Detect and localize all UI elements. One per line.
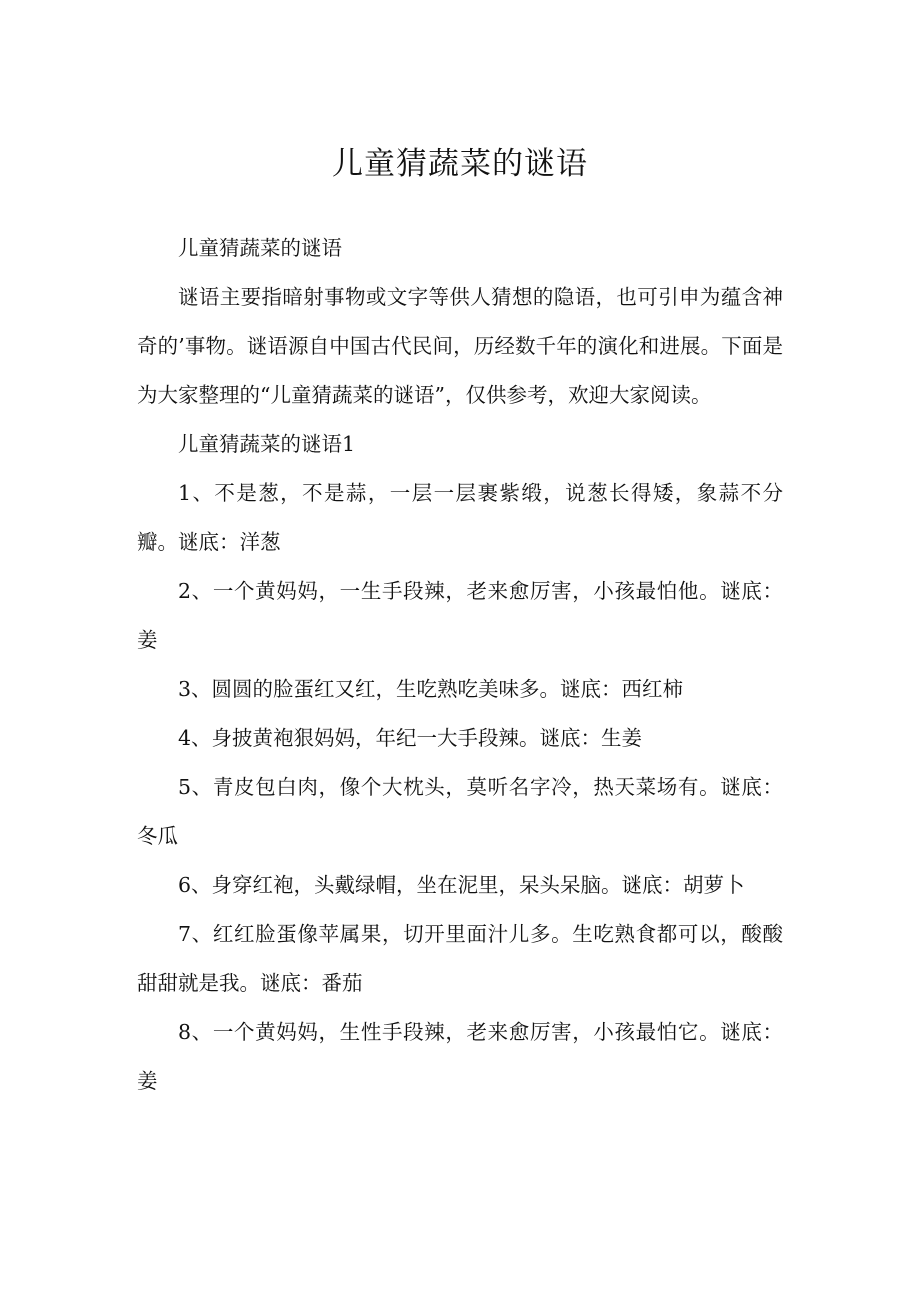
- document-body: [137, 224, 783, 1106]
- document-title: 儿童猜蔬菜的谜语: [332, 146, 588, 182]
- riddle-item: 4、身披黄袍狠妈妈，年纪一大手段辣。谜底：生姜: [178, 726, 643, 750]
- riddle-item: 6、身穿红袍，头戴绿帽，坐在泥里，呆头呆脑。谜底：胡萝卜: [178, 873, 745, 897]
- riddle-item: 5、青皮包白肉，像个大枕头，莫听名字冷，热天菜场有。谜底：冬瓜: [137, 775, 783, 848]
- subtitle-paragraph: 儿童猜蔬菜的谜语: [178, 236, 342, 260]
- riddle-item: 2、一个黄妈妈，一生手段辣，老来愈厉害，小孩最怕他。谜底：姜: [137, 579, 783, 652]
- section-heading: 儿童猜蔬菜的谜语1: [178, 432, 356, 456]
- riddle-item: 1、不是葱，不是蒜，一层一层裹紫缎，说葱长得矮，象蒜不分瓣。谜底：洋葱: [137, 481, 783, 554]
- riddle-item: 3、圆圆的脸蛋红又红，生吃熟吃美味多。谜底：西红柿: [178, 677, 684, 701]
- riddle-item: 8、一个黄妈妈，生性手段辣，老来愈厉害，小孩最怕它。谜底：姜: [137, 1020, 783, 1093]
- intro-paragraph: 谜语主要指暗射事物或文字等供人猜想的隐语，也可引申为蕴含神奇的’事物。谜语源自中国古代民间，历经数千年的演化和进展。下面是为大家整理的“儿童猜蔬菜的谜语”，仅供参考，欢迎大家阅读。: [137, 285, 783, 407]
- riddle-item: 7、红红脸蛋像苹属果，切开里面汁儿多。生吃熟食都可以，酸酸甜甜就是我。谜底：番茄: [137, 922, 783, 995]
